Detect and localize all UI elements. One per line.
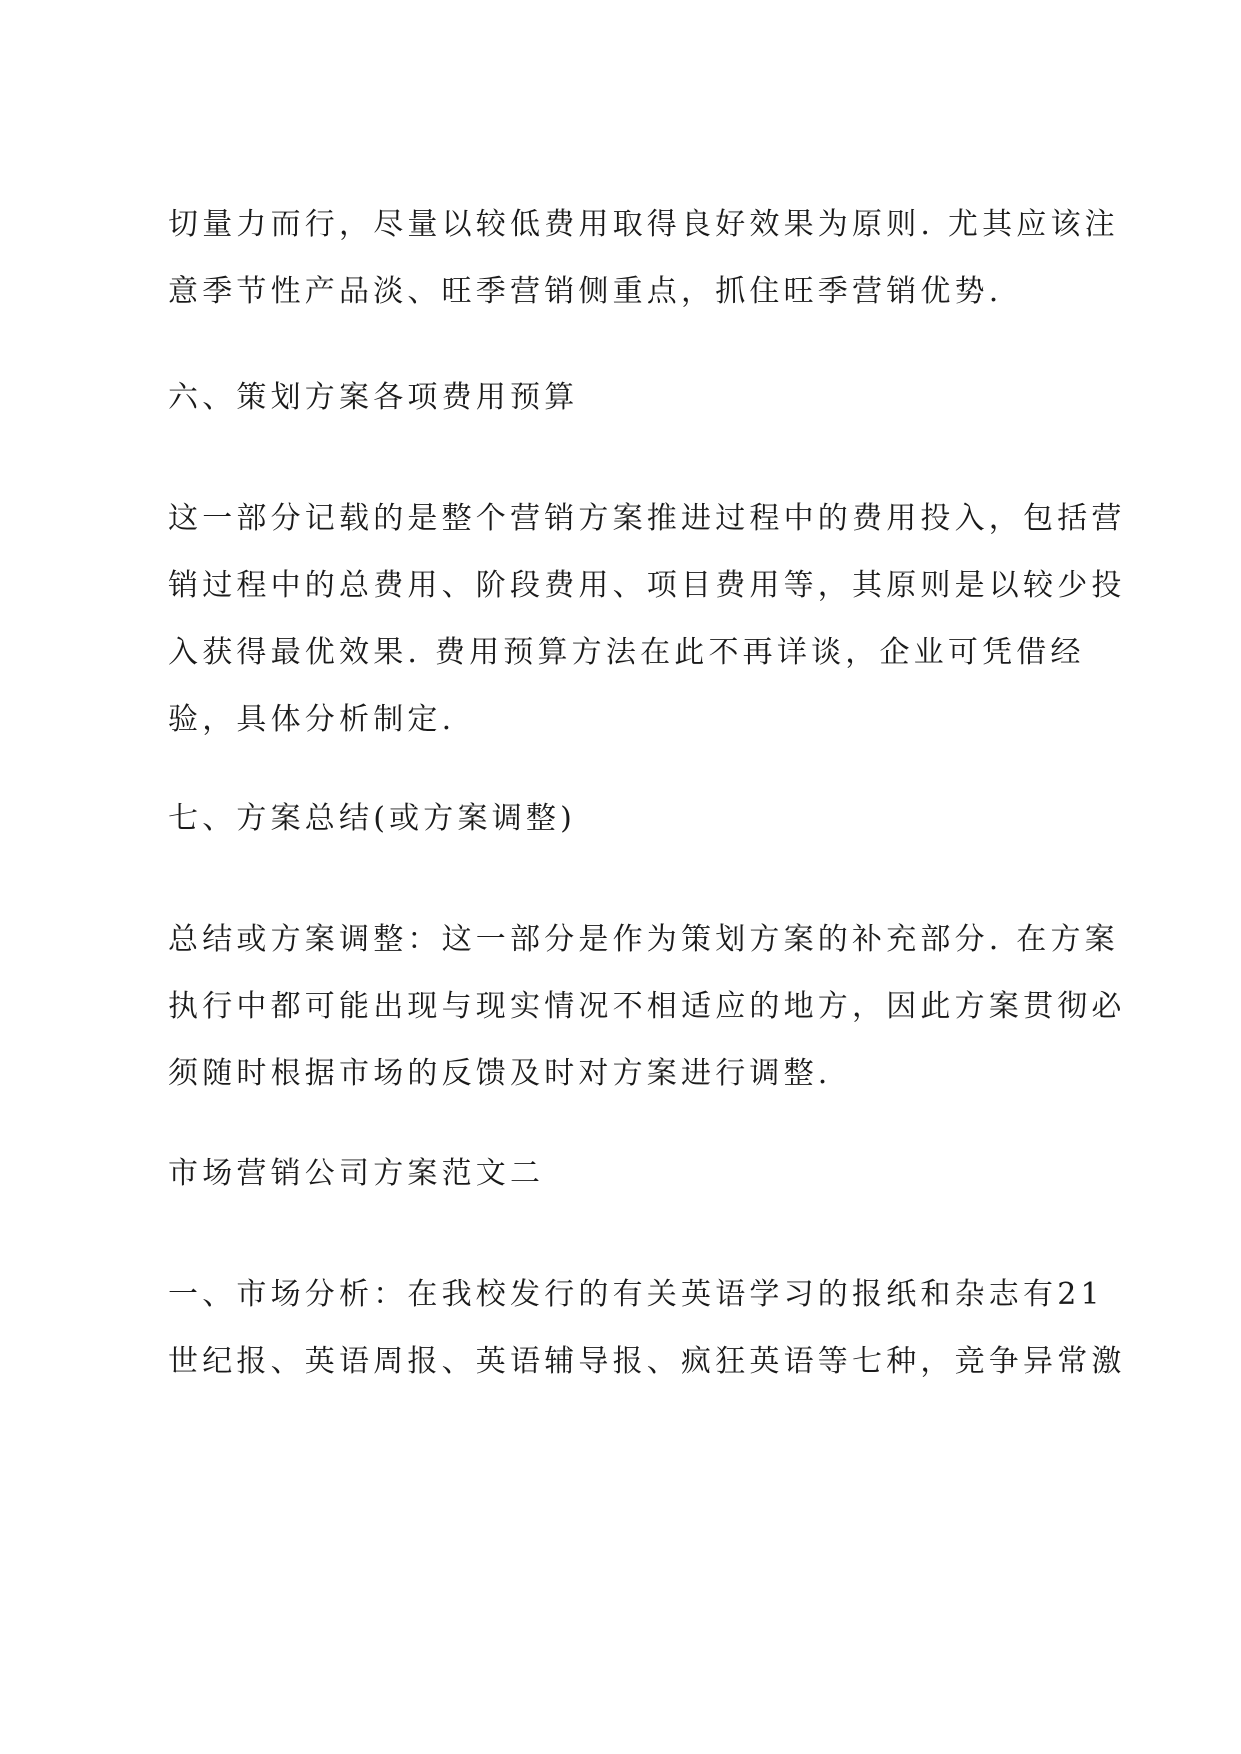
section-heading-six bbox=[168, 364, 1098, 431]
text-line: 意季节性产品淡、旺季营销侧重点，抓住旺季营销优势. bbox=[168, 274, 1003, 309]
text-line: 这一部分记载的是整个营销方案推进过程中的费用投入，包括营 bbox=[168, 501, 1126, 536]
text-line: 总结或方案调整：这一部分是作为策划方案的补充部分. 在方案 bbox=[168, 922, 1119, 957]
text-line: 六、策划方案各项费用预算 bbox=[168, 380, 579, 415]
section-heading-seven bbox=[168, 785, 1098, 852]
text-line: 销过程中的总费用、阶段费用、项目费用等，其原则是以较少投 bbox=[168, 568, 1126, 603]
text-line: 执行中都可能出现与现实情况不相适应的地方，因此方案贯彻必 bbox=[168, 989, 1126, 1024]
paragraph-budget-details bbox=[168, 485, 1126, 753]
text-line: 验，具体分析制定. bbox=[168, 702, 456, 737]
text-line: 一、市场分析：在我校发行的有关英语学习的报纸和杂志有21 bbox=[168, 1277, 1104, 1312]
paragraph-market-analysis bbox=[168, 1261, 1126, 1395]
text-line: 须随时根据市场的反馈及时对方案进行调整. bbox=[168, 1056, 832, 1091]
text-line: 七、方案总结(或方案调整) bbox=[168, 801, 577, 836]
text-line: 世纪报、英语周报、英语辅导报、疯狂英语等七种，竞争异常激 bbox=[168, 1344, 1126, 1379]
sample-title-two bbox=[168, 1140, 1098, 1207]
paragraph-budget-principle bbox=[168, 191, 1119, 325]
text-line: 市场营销公司方案范文二 bbox=[168, 1156, 545, 1191]
paragraph-summary bbox=[168, 906, 1126, 1107]
text-line: 入获得最优效果. 费用预算方法在此不再详谈，企业可凭借经 bbox=[168, 635, 1085, 670]
text-line: 切量力而行，尽量以较低费用取得良好效果为原则. 尤其应该注 bbox=[168, 207, 1119, 242]
